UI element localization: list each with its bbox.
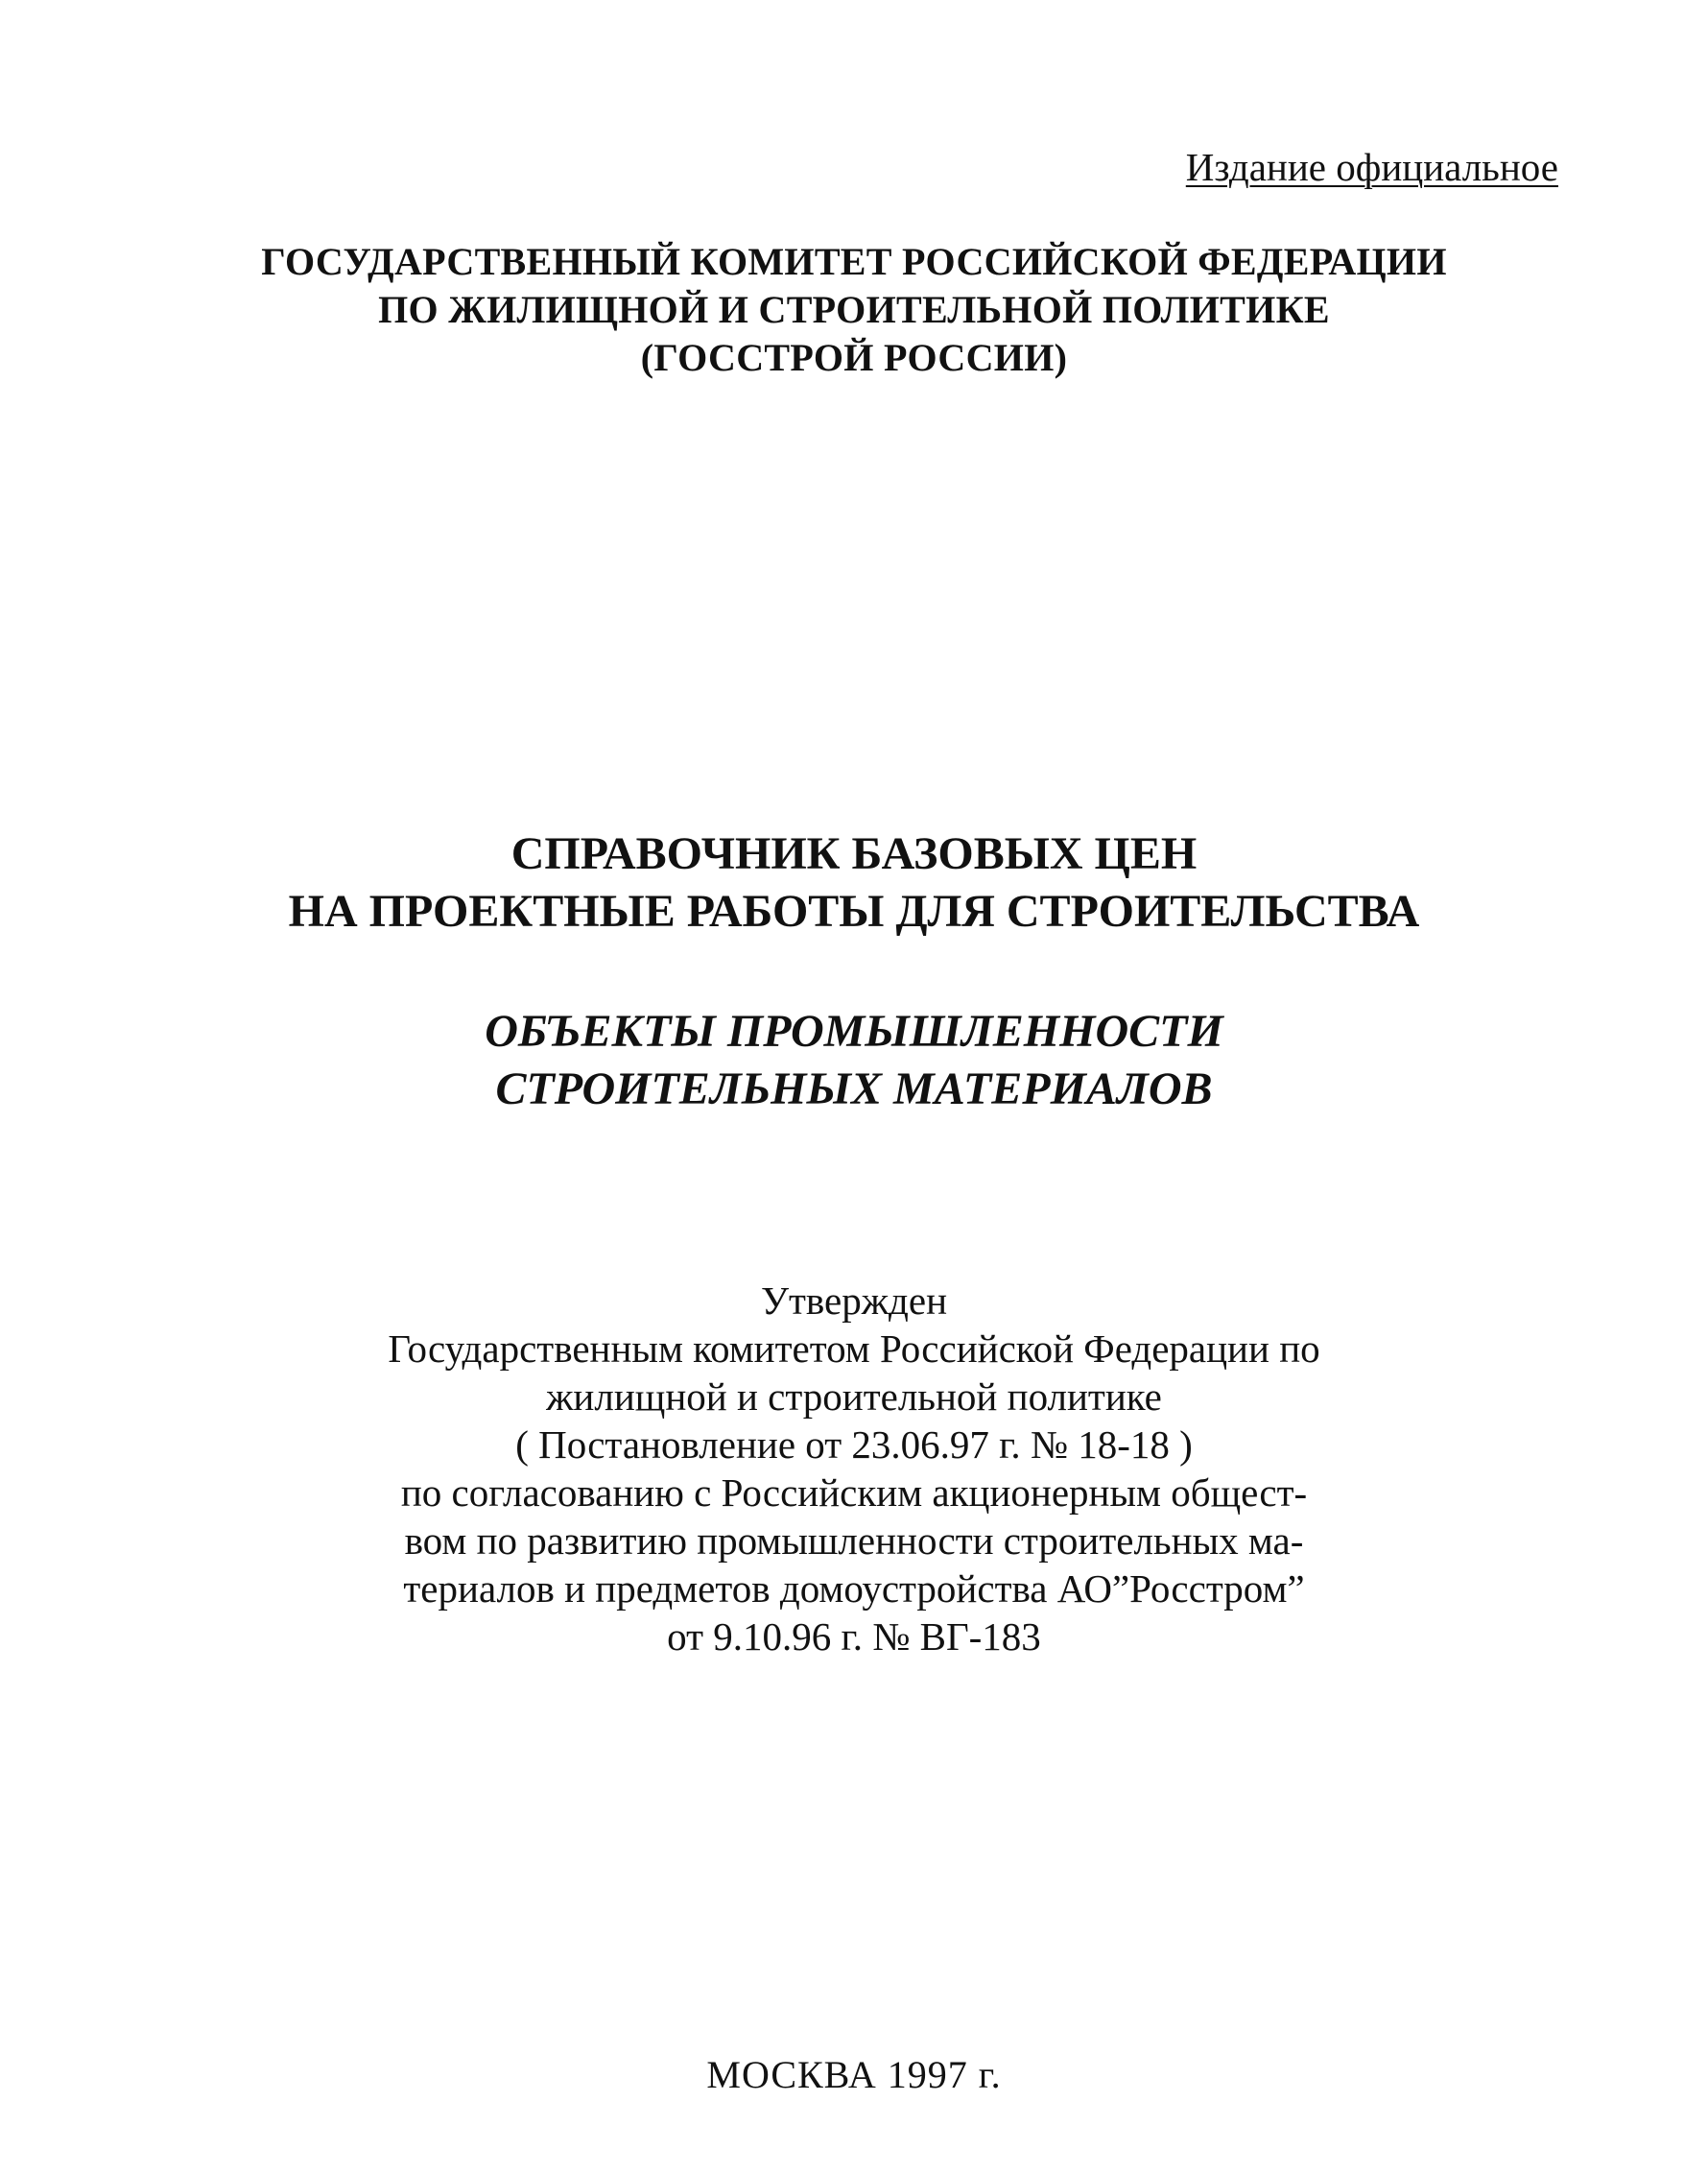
approval-line: по согласованию с Российским акционерным общест- <box>400 1470 1308 1515</box>
subtitle-line: СТРОИТЕЛЬНЫХ МАТЕРИАЛОВ <box>495 1063 1213 1114</box>
approval-line: териалов и предметов домоустройства АО”Росстром” <box>403 1566 1305 1611</box>
title-line: НА ПРОЕКТНЫЕ РАБОТЫ ДЛЯ СТРОИТЕЛЬСТВА <box>288 886 1420 937</box>
document-title <box>0 825 1708 941</box>
approval-line: от 9.10.96 г. № ВГ-183 <box>667 1614 1041 1659</box>
place-and-year: МОСКВА 1997 г. <box>706 2053 1002 2096</box>
committee-line: (ГОССТРОЙ РОССИИ) <box>640 336 1068 379</box>
approval-line: вом по развитию промышленности строительных ма- <box>404 1518 1304 1563</box>
edition-label: Издание официальное <box>1185 145 1558 189</box>
committee-line: ГОСУДАРСТВЕННЫЙ КОМИТЕТ РОССИЙСКОЙ ФЕДЕРАЦИИ <box>261 240 1447 283</box>
approval-block <box>0 1277 1708 1660</box>
subtitle-line: ОБЪЕКТЫ ПРОМЫШЛЕННОСТИ <box>485 1006 1223 1057</box>
document-subtitle <box>0 1003 1708 1118</box>
title-line: СПРАВОЧНИК БАЗОВЫХ ЦЕН <box>510 828 1198 879</box>
approval-line: ( Постановление от 23.06.97 г. № 18-18 ) <box>515 1422 1193 1467</box>
approval-line: Утвержден <box>760 1278 948 1323</box>
approval-line: жилищной и строительной политике <box>546 1374 1162 1419</box>
committee-header <box>0 238 1708 382</box>
approval-line: Государственным комитетом Российской Федерации по <box>388 1326 1320 1371</box>
committee-line: ПО ЖИЛИЩНОЙ И СТРОИТЕЛЬНОЙ ПОЛИТИКЕ <box>378 288 1330 331</box>
